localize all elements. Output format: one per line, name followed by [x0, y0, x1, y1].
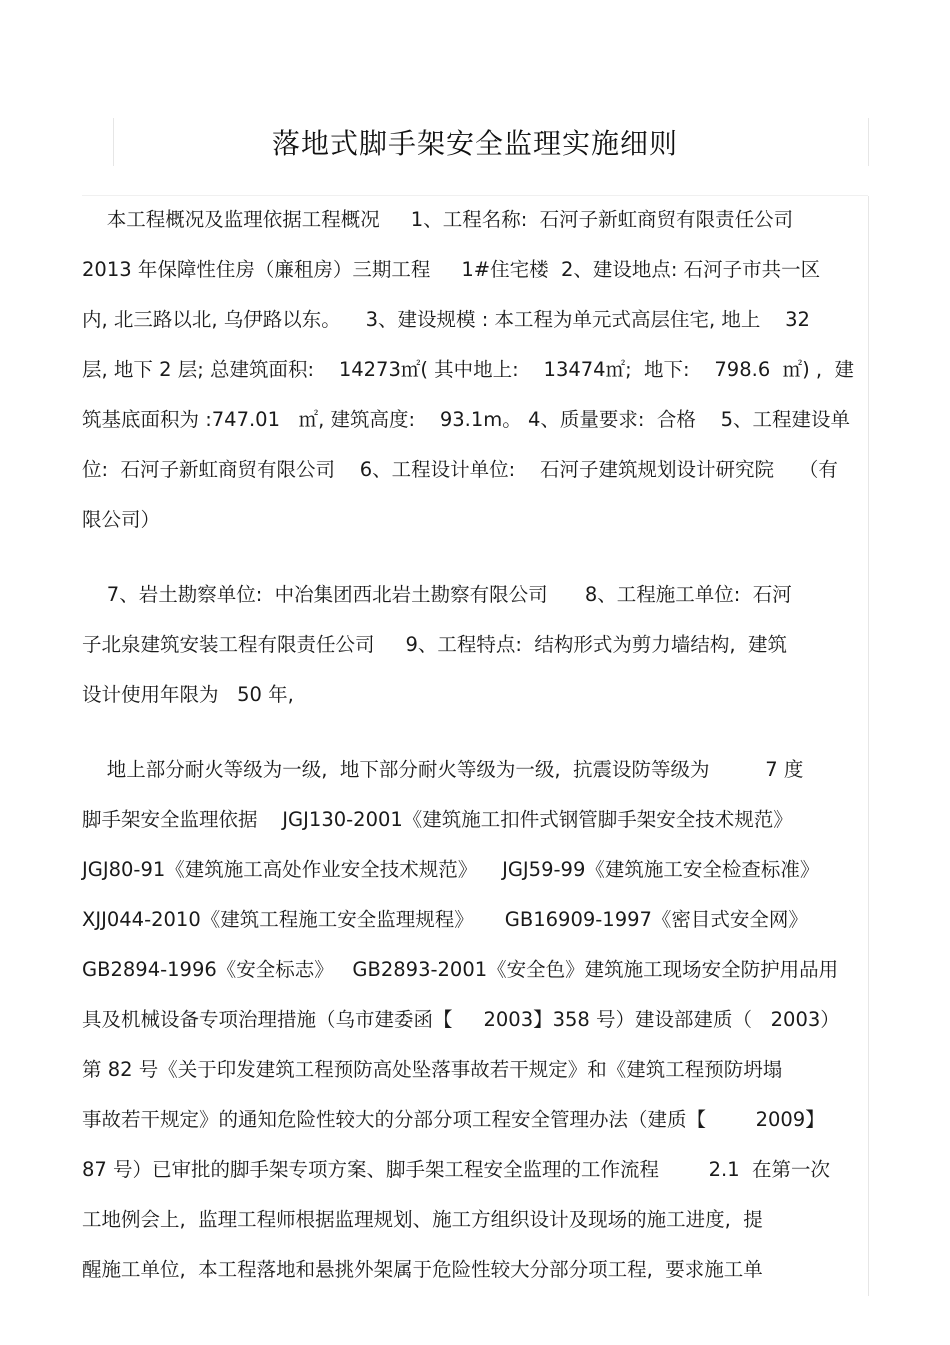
paragraph-line: 筑基底面积为 :747.01 ㎡, 建筑高度: 93.1m。 4、质量要求: 合格 5、工程建设单 [82, 408, 851, 431]
paragraph-line: 醒施工单位, 本工程落地和悬挑外架属于危险性较大分部分项工程, 要求施工单 [82, 1258, 763, 1281]
paragraph-line: 层, 地下 2 层; 总建筑面积: 14273㎡( 其中地上: 13474㎡; 地下: 798.6 ㎡) , 建 [82, 358, 855, 381]
paragraph-line: 位: 石河子新虹商贸有限公司 6、工程设计单位: 石河子建筑规划设计研究院 （有 [82, 458, 838, 481]
paragraph-line: XJJ044-2010《建筑工程施工安全监理规程》 GB16909-1997《密目式安全网》 [82, 908, 808, 931]
paragraph-line: 事故若干规定》的通知危险性较大的分部分项工程安全管理办法（建质【 2009】 [82, 1108, 825, 1131]
paragraph-line: 第 82 号《关于印发建筑工程预防高处坠落事故若干规定》和《建筑工程预防坍塌 [82, 1058, 783, 1081]
paragraph-line: 7、岩土勘察单位: 中冶集团西北岩土勘察有限公司 8、工程施工单位: 石河 [82, 583, 792, 606]
paragraph-line: GB2894-1996《安全标志》 GB2893-2001《安全色》建筑施工现场安全防护用品用 [82, 958, 839, 981]
paragraph-line: 本工程概况及监理依据工程概况 1、工程名称: 石河子新虹商贸有限责任公司 [82, 208, 794, 231]
paragraph-line: 子北泉建筑安装工程有限责任公司 9、工程特点: 结构形式为剪力墙结构, 建筑 [82, 633, 787, 656]
paragraph-line: 具及机械设备专项治理措施（乌市建委函【 2003】358 号）建设部建质（ 2003） [82, 1008, 840, 1031]
paragraph-line: 限公司） [82, 508, 161, 531]
paragraph-line: 工地例会上, 监理工程师根据监理规划、施工方组织设计及现场的施工进度, 提 [82, 1208, 763, 1231]
paragraph-line: 2013 年保障性住房（廉租房）三期工程 1#住宅楼 2、建设地点: 石河子市共一区 [82, 258, 821, 281]
paragraph-line: 设计使用年限为 50 年, [82, 683, 294, 706]
paragraph-line: 地上部分耐火等级为一级, 地下部分耐火等级为一级, 抗震设防等级为 7 度 [82, 758, 804, 781]
paragraph-line: 脚手架安全监理依据 JGJ130-2001《建筑施工扣件式钢管脚手架安全技术规范》 [82, 808, 793, 831]
paragraph-line: JGJ80-91《建筑施工高处作业安全技术规范》 JGJ59-99《建筑施工安全检查标准》 [82, 858, 820, 881]
page-title: 落地式脚手架安全监理实施细则 [271, 127, 678, 160]
paragraph-line: 内, 北三路以北, 乌伊路以东。 3、建设规模 : 本工程为单元式高层住宅, 地上 32 [82, 308, 810, 331]
body-top-border [82, 195, 868, 196]
paragraph-line: 87 号）已审批的脚手架专项方案、脚手架工程安全监理的工作流程 2.1 在第一次 [82, 1158, 831, 1181]
